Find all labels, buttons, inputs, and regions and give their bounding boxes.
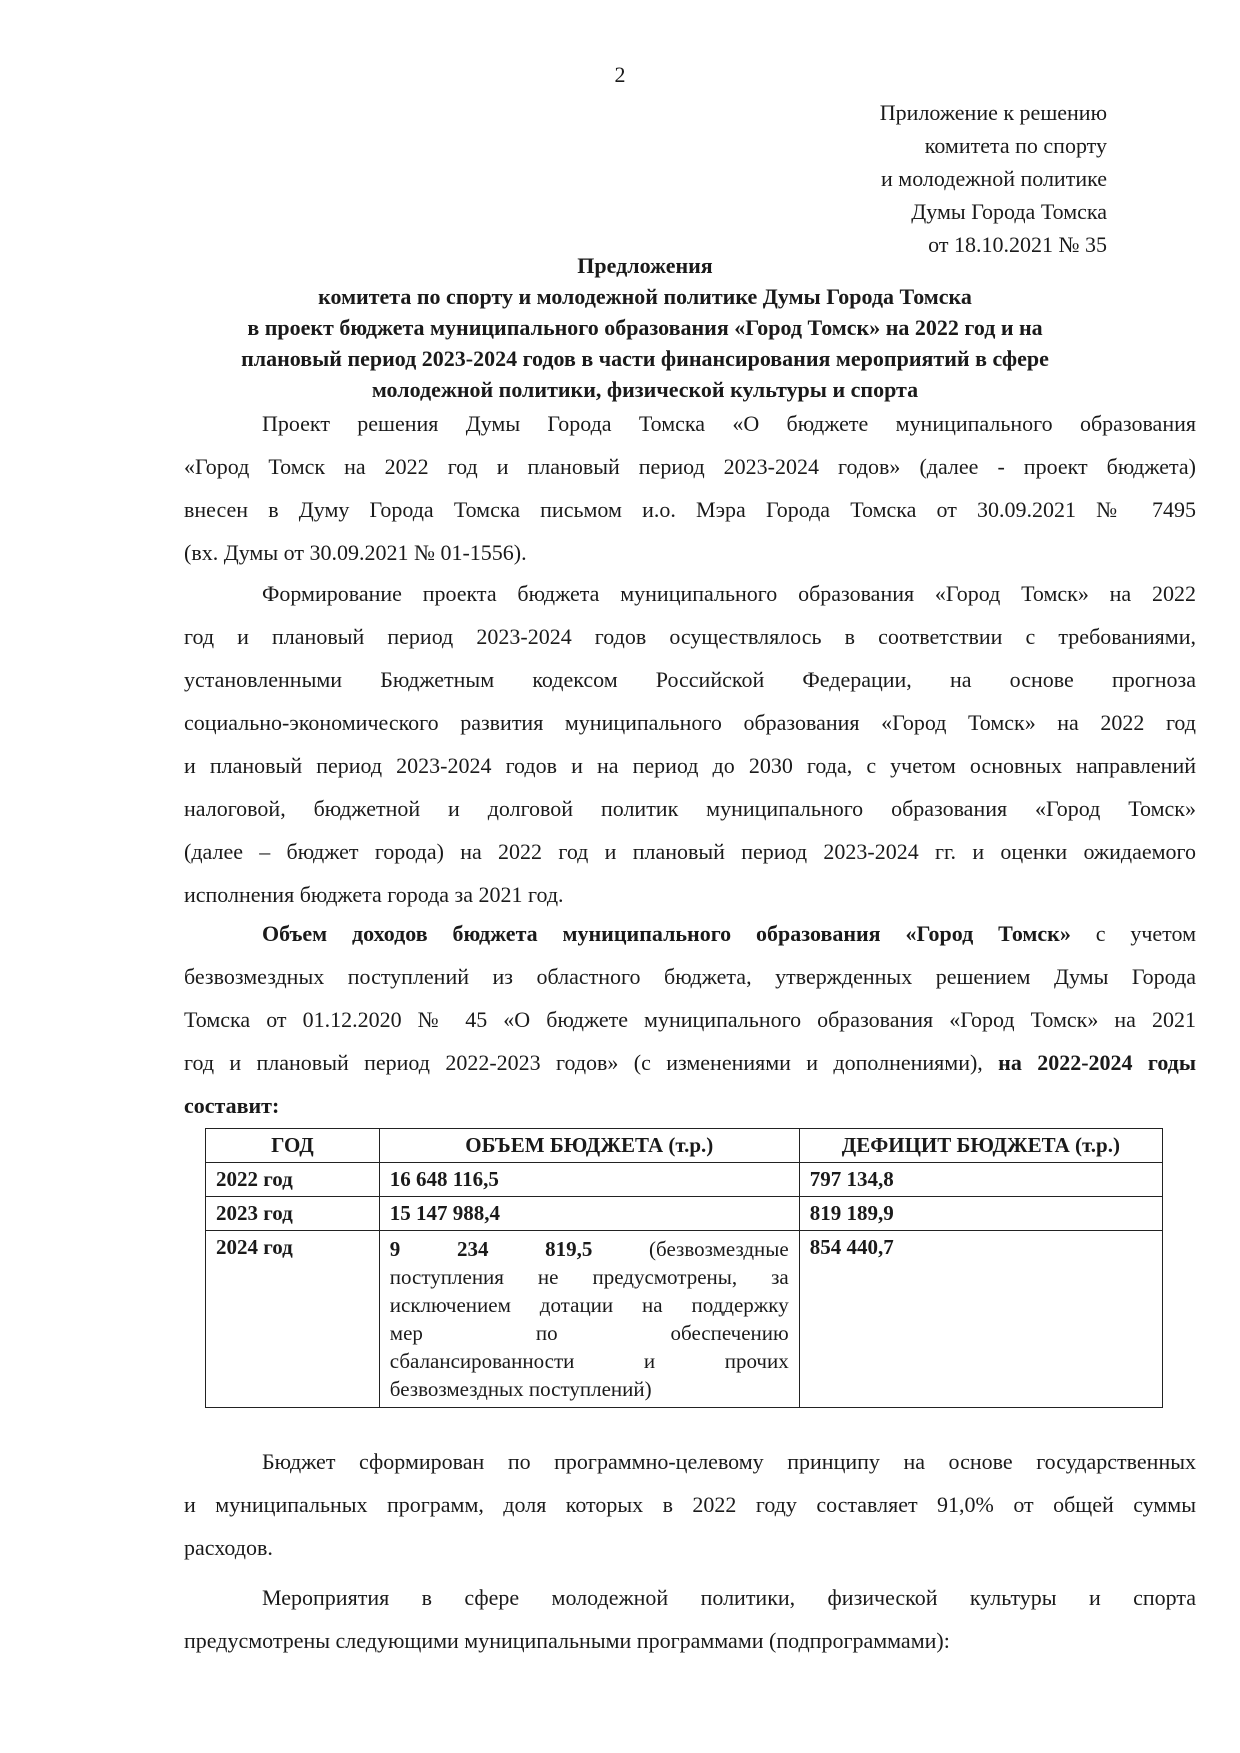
text-line: «Город Томск на 2022 год и плановый период 2023-2024 годов» (далее - проект бюджета)	[184, 454, 1196, 479]
page-number: 2	[614, 62, 626, 87]
cell-deficit: 797 134,8	[799, 1163, 1162, 1197]
text-line	[184, 1084, 1196, 1127]
cell-volume: 16 648 116,5	[379, 1163, 799, 1197]
paragraph-activities	[184, 1576, 1196, 1662]
appendix-line: и молодежной политике	[881, 166, 1107, 191]
title-line: комитета по спорту и молодежной политике Думы Города Томска	[318, 284, 972, 309]
paragraph-program-principle	[184, 1440, 1196, 1569]
text-line: исполнения бюджета города за 2021 год.	[184, 882, 564, 907]
appendix-line: комитета по спорту	[924, 133, 1107, 158]
budget-table	[205, 1128, 1163, 1408]
note-line: безвозмездных поступлений)	[389, 1377, 652, 1401]
table-row	[206, 1197, 1163, 1231]
text-line: Томска от 01.12.2020 № 45 «О бюджете муниципального образования «Город Томск» на 2021	[184, 1007, 1196, 1032]
title-line: Предложения	[577, 253, 713, 278]
text-line: Бюджет сформирован по программно-целевому принципу на основе государственных	[262, 1449, 1196, 1474]
note-line: сбалансированности и прочих	[389, 1349, 789, 1373]
paragraph-project	[184, 402, 1196, 574]
column-header-deficit: ДЕФИЦИТ БЮДЖЕТА (т.р.)	[799, 1129, 1162, 1163]
text-line: (вх. Думы от 30.09.2021 № 01-1556).	[184, 540, 527, 565]
cell-year: 2024 год	[206, 1231, 380, 1408]
note-line: мер по обеспечению	[389, 1321, 789, 1345]
text-fragment: с учетом	[1070, 921, 1196, 946]
compose-bold-text: составит:	[184, 1093, 280, 1118]
title-line: плановый период 2023-2024 годов в части финансирования мероприятий в сфере	[241, 346, 1049, 371]
table-row	[206, 1163, 1163, 1197]
text-line: Формирование проекта бюджета муниципального образования «Город Томск» на 2022	[262, 581, 1196, 606]
text-line: (далее – бюджет города) на 2022 год и плановый период 2023-2024 гг. и оценки ожидаемого	[184, 839, 1196, 864]
text-line	[184, 912, 1196, 955]
text-line: внесен в Думу Города Томска письмом и.о. Мэра Города Томска от 30.09.2021 № 7495	[184, 497, 1196, 522]
note-line: поступления не предусмотрены, за	[389, 1265, 789, 1289]
title-line: молодежной политики, физической культуры и спорта	[371, 377, 919, 402]
text-fragment: год и плановый период 2022-2023 годов» (с изменениями и дополнениями),	[184, 1050, 999, 1075]
appendix-header	[880, 96, 1107, 261]
text-line: социально-экономического развития муниципального образования «Город Томск» на 2022 год	[184, 710, 1196, 735]
text-line: и плановый период 2023-2024 годов и на период до 2030 года, с учетом основных направлений	[184, 753, 1196, 778]
text-line: безвозмездных поступлений из областного бюджета, утвержденных решением Думы Города	[184, 964, 1196, 989]
title-line: в проект бюджета муниципального образования «Город Томск» на 2022 год и на	[247, 315, 1043, 340]
appendix-line: Приложение к решению	[879, 100, 1107, 125]
paragraph-revenue	[184, 912, 1196, 1127]
note-fragment: (безвозмездные	[649, 1237, 789, 1261]
column-header-volume: ОБЪЕМ БЮДЖЕТА (т.р.)	[379, 1129, 799, 1163]
text-line	[184, 1041, 1196, 1084]
text-line: расходов.	[184, 1535, 273, 1560]
paragraph-formation	[184, 572, 1196, 916]
text-line: Проект решения Думы Города Томска «О бюджете муниципального образования	[262, 411, 1196, 436]
document-title	[180, 250, 1110, 405]
text-line: год и плановый период 2023-2024 годов осуществлялось в соответствии с требованиями,	[184, 624, 1196, 649]
text-line: предусмотрены следующими муниципальными программами (подпрограммами):	[184, 1628, 950, 1653]
text-line: Мероприятия в сфере молодежной политики, физической культуры и спорта	[262, 1585, 1196, 1610]
note-line: исключением дотации на поддержку	[389, 1293, 789, 1317]
period-bold-text: на 2022-2024 годы	[998, 1050, 1196, 1075]
cell-volume-value: 9 234 819,5	[389, 1237, 593, 1261]
table-row	[206, 1231, 1163, 1408]
cell-volume-with-note	[379, 1231, 799, 1408]
cell-deficit: 854 440,7	[799, 1231, 1162, 1408]
cell-year: 2023 год	[206, 1197, 380, 1231]
text-line: налоговой, бюджетной и долговой политик муниципального образования «Город Томск»	[184, 796, 1196, 821]
appendix-line: от 18.10.2021 № 35	[928, 232, 1107, 257]
note-line	[390, 1235, 789, 1263]
cell-year: 2022 год	[206, 1163, 380, 1197]
revenue-bold-text: Объем доходов бюджета муниципального образования «Город Томск»	[262, 921, 1071, 946]
appendix-line: Думы Города Томска	[911, 199, 1107, 224]
cell-volume: 15 147 988,4	[379, 1197, 799, 1231]
cell-deficit: 819 189,9	[799, 1197, 1162, 1231]
text-line: и муниципальных программ, доля которых в 2022 году составляет 91,0% от общей суммы	[184, 1492, 1196, 1517]
column-header-year: ГОД	[206, 1129, 380, 1163]
volume-note	[390, 1235, 789, 1403]
table-header-row	[206, 1129, 1163, 1163]
text-line: установленными Бюджетным кодексом Российской Федерации, на основе прогноза	[184, 667, 1196, 692]
